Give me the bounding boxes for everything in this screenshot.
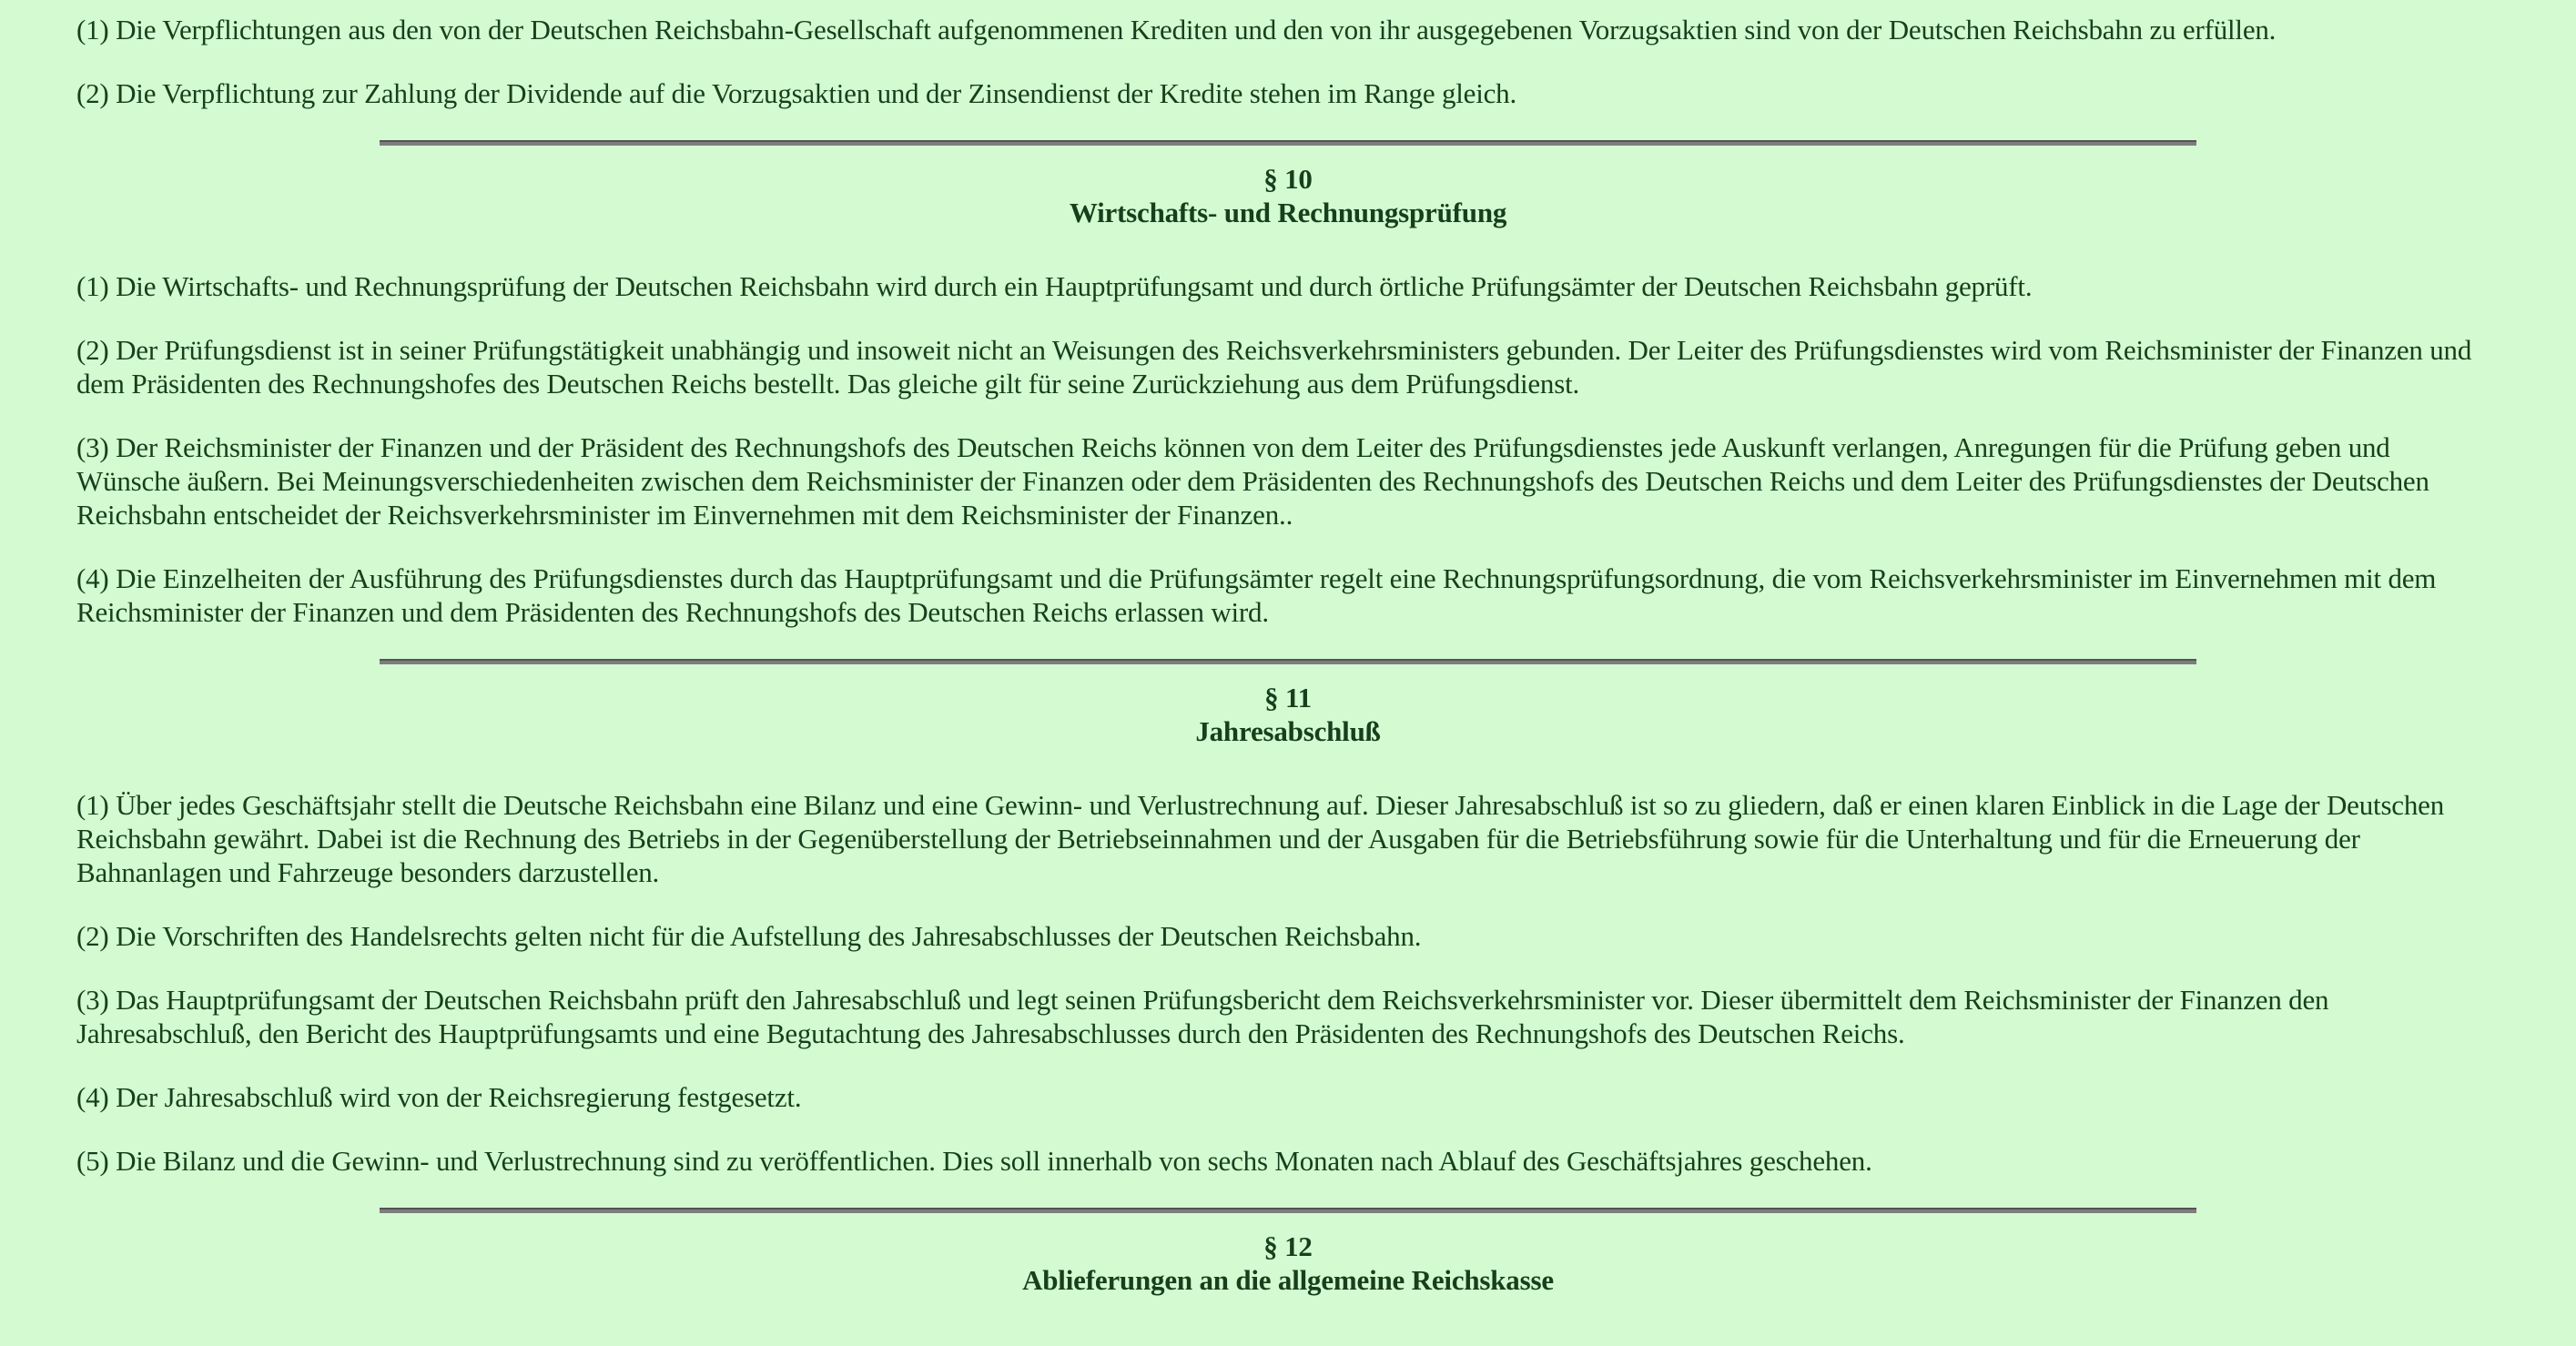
law-paragraph: (3) Das Hauptprüfungsamt der Deutschen Reichsbahn prüft den Jahresabschluß und legt seinen Prüfungsbericht dem Reichsverkehrsminister vor. Dieser übermittelt dem Reichsminister der Finanzen den Jahresabschluß, den Bericht des Hauptprüfungsamts und eine Begutachtung des Jahresabschlusses durch den Präsidenten des Rechnungshofs des Deutschen Reichs. (76, 984, 2329, 1049)
section-number: § 12 (1263, 1230, 1313, 1262)
section-number: § 10 (1263, 163, 1313, 195)
law-paragraph: (3) Der Reichsminister der Finanzen und der Präsident des Rechnungshofs des Deutschen Reichs können von dem Leiter des Prüfungsdienstes jede Auskunft verlangen, Anregungen für die Prüfung geben und Wünsche äußern. Bei Meinungsverschiedenheiten zwischen dem Reichsminister der Finanzen oder dem Präsidenten des Rechnungshofs des Deutschen Reichs und dem Leiter des Prüfungsdienstes der Deutschen Reichsbahn entscheidet der Reichsverkehrsminister im Einvernehmen mit dem Reichsminister der Finanzen.. (76, 431, 2429, 531)
law-paragraph: (5) Die Bilanz und die Gewinn- und Verlustrechnung sind zu veröffentlichen. Dies soll innerhalb von sechs Monaten nach Ablauf des Geschäftsjahres geschehen. (76, 1145, 1872, 1177)
section-number: § 11 (1264, 682, 1312, 713)
section-title: Ablieferungen an die allgemeine Reichskasse (1022, 1264, 1554, 1296)
law-paragraph: (4) Der Jahresabschluß wird von der Reichsregierung festgesetzt. (76, 1081, 802, 1113)
law-paragraph: (2) Die Verpflichtung zur Zahlung der Dividende auf die Vorzugsaktien und der Zinsendienst der Kredite stehen im Range gleich. (76, 77, 1517, 109)
section-divider (380, 1208, 2197, 1213)
section-heading-12 (76, 1230, 2500, 1297)
section-title: Jahresabschluß (1195, 715, 1381, 747)
section-divider (380, 140, 2197, 146)
law-paragraph: (2) Die Vorschriften des Handelsrechts gelten nicht für die Aufstellung des Jahresabschlusses der Deutschen Reichsbahn. (76, 920, 1422, 952)
law-paragraph: (2) Der Prüfungsdienst ist in seiner Prüfungstätigkeit unabhängig und insoweit nicht an Weisungen des Reichsverkehrsministers gebunden. Der Leiter des Prüfungsdienstes wird vom Reichsminister der Finanzen und dem Präsidenten des Rechnungshofes des Deutschen Reichs bestellt. Das gleiche gilt für seine Zurückziehung aus dem Prüfungsdienst. (76, 334, 2472, 400)
law-paragraph: (1) Die Verpflichtungen aus den von der Deutschen Reichsbahn-Gesellschaft aufgenommenen Krediten und den von ihr ausgegebenen Vorzugsaktien sind von der Deutschen Reichsbahn zu erfüllen. (76, 14, 2277, 46)
section-heading-10 (76, 162, 2500, 229)
law-paragraph: (4) Die Einzelheiten der Ausführung des Prüfungsdienstes durch das Hauptprüfungsamt und die Prüfungsämter regelt eine Rechnungsprüfungsordnung, die vom Reichsverkehrsminister im Einvernehmen mit dem Reichsminister der Finanzen und dem Präsidenten des Rechnungshofs des Deutschen Reichs erlassen wird. (76, 562, 2437, 628)
law-paragraph: (1) Die Wirtschafts- und Rechnungsprüfung der Deutschen Reichsbahn wird durch ein Hauptprüfungsamt und durch örtliche Prüfungsämter der Deutschen Reichsbahn geprüft. (76, 270, 2033, 302)
law-paragraph: (1) Über jedes Geschäftsjahr stellt die Deutsche Reichsbahn eine Bilanz und eine Gewinn- und Verlustrechnung auf. Dieser Jahresabschluß ist so zu gliedern, daß er einen klaren Einblick in die Lage der Deutschen Reichsbahn gewährt. Dabei ist die Rechnung des Betriebs in der Gegenüberstellung der Betriebseinnahmen und der Ausgaben für die Betriebsführung sowie für die Unterhaltung und für die Erneuerung der Bahnanlagen und Fahrzeuge besonders darzustellen. (76, 789, 2445, 888)
section-title: Wirtschafts- und Rechnungsprüfung (1069, 197, 1507, 228)
section-divider (380, 659, 2197, 664)
section-heading-11 (76, 681, 2500, 748)
